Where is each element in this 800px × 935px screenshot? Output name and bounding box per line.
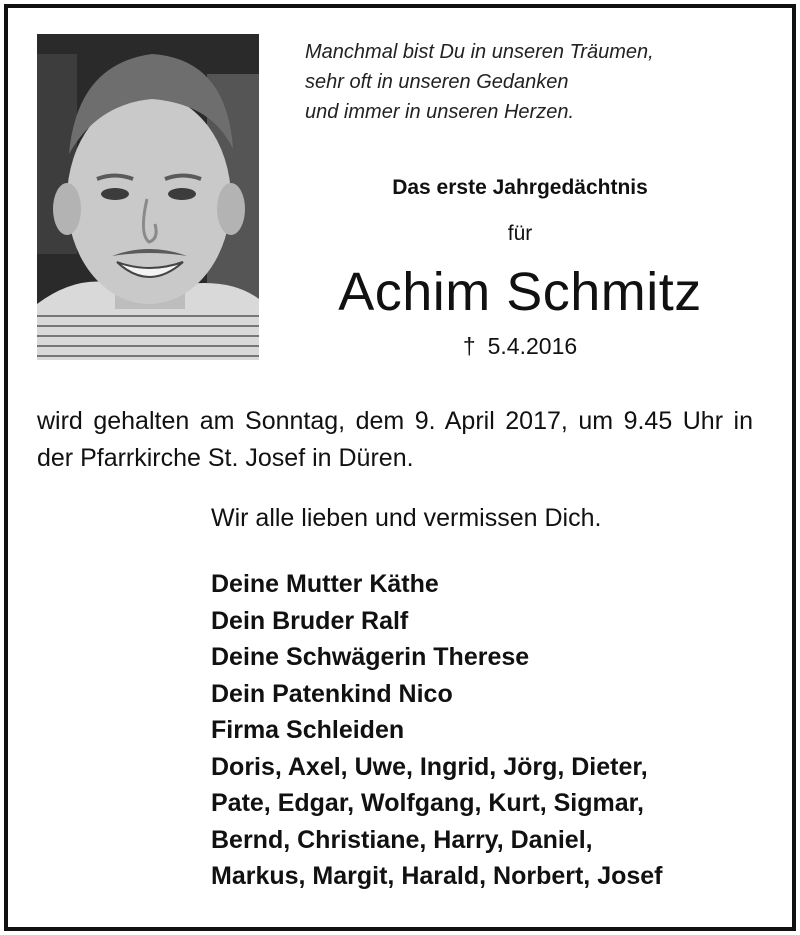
family-line: Deine Mutter Käthe: [211, 570, 439, 598]
family-line: Dein Bruder Ralf: [211, 606, 409, 635]
family-line: Bernd, Christiane, Harry, Daniel,: [211, 825, 593, 854]
death-date: [300, 333, 740, 360]
quote-line: und immer in unseren Herzen.: [305, 101, 575, 123]
closing-line: Wir alle lieben und vermissen Dich.: [211, 504, 602, 532]
memorial-quote: [305, 37, 745, 127]
family-line: Doris, Axel, Uwe, Ingrid, Jörg, Dieter,: [211, 752, 648, 781]
memorial-heading: Das erste Jahrgedächtnis: [392, 176, 648, 199]
cross-icon: †: [462, 333, 476, 359]
family-line: Dein Patenkind Nico: [211, 679, 453, 708]
quote-line: Manchmal bist Du in unseren Träumen,: [305, 41, 654, 63]
family-line: Deine Schwägerin Therese: [211, 643, 530, 671]
family-line: Firma Schleiden: [211, 716, 405, 744]
death-date-value: 5.4.2016: [487, 333, 578, 359]
quote-line: sehr oft in unseren Gedanken: [305, 71, 569, 93]
for-label: für: [507, 222, 533, 245]
service-announcement: wird gehalten am Sonntag, dem 9. April 2017, um 9.45 Uhr in der Pfarrkirche St. Josef in Düren.: [37, 407, 753, 472]
portrait-photo: [37, 34, 259, 360]
family-list: [211, 566, 771, 895]
deceased-name: Achim Schmitz: [338, 262, 702, 322]
family-line: Pate, Edgar, Wolfgang, Kurt, Sigmar,: [211, 789, 644, 817]
family-line: Markus, Margit, Harald, Norbert, Josef: [211, 862, 663, 890]
